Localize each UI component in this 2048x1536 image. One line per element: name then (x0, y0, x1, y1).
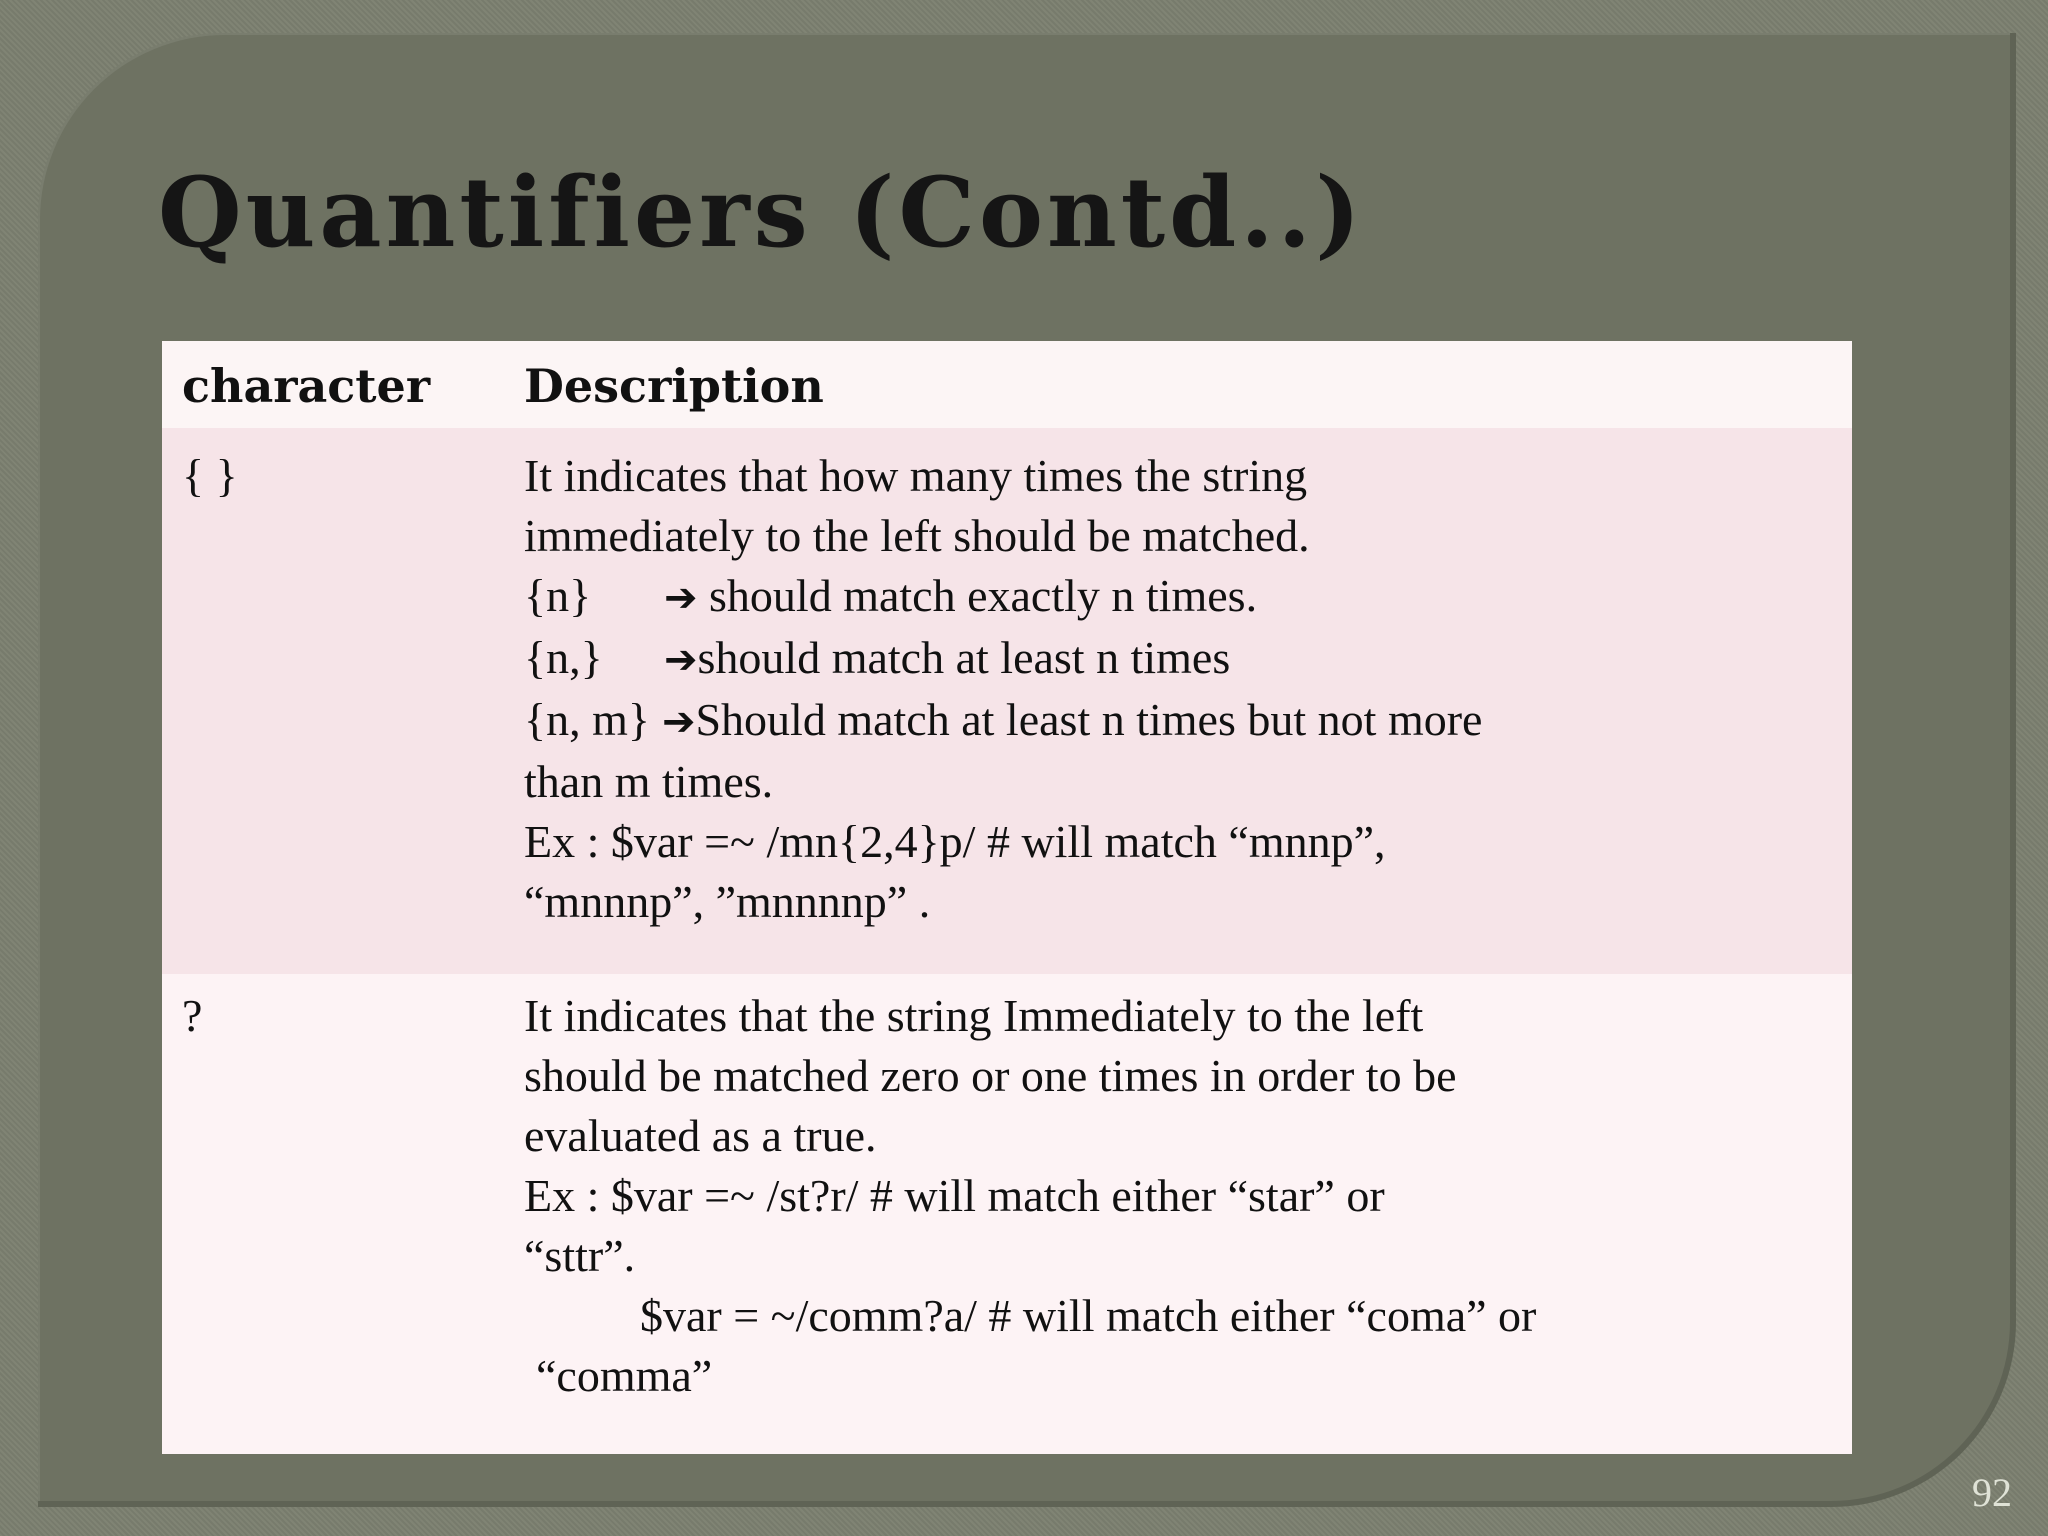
description-line (524, 690, 1834, 752)
quantifier-syntax: {n,} (524, 632, 603, 683)
example-line: “mnnnp”, ”mnnnnp” . (524, 876, 931, 927)
row-character: { } (182, 450, 238, 501)
description-line: than m times. (524, 756, 774, 807)
row-character: ? (182, 990, 203, 1041)
example-line: $var = ~/comm?a/ # will match either “coma” or (640, 1290, 1537, 1341)
arrow-right-icon: ➔ (664, 575, 698, 621)
slide-title: Quantifiers (Contd..) (158, 156, 1365, 269)
table-row (162, 428, 1852, 974)
quantifier-meaning: should match exactly n times. (697, 570, 1258, 621)
quantifier-table (162, 341, 1852, 1454)
example-line: “sttr”. (524, 1230, 636, 1281)
description-line: immediately to the left should be matched. (524, 510, 1310, 561)
description-line: It indicates that how many times the string (524, 450, 1308, 501)
quantifier-meaning: Should match at least n times but not more (695, 694, 1483, 745)
header-description: Description (524, 359, 824, 413)
quantifier-meaning: should match at least n times (697, 632, 1231, 683)
example-line: “comma” (536, 1350, 713, 1401)
page-number: 92 (1972, 1470, 2012, 1515)
row-description (524, 446, 1834, 932)
quantifier-syntax: {n, m} (524, 694, 650, 745)
example-line: Ex : $var =~ /mn{2,4}p/ # will match “mnnp”, (524, 816, 1386, 867)
header-character: character (182, 359, 431, 413)
description-line: should be matched zero or one times in order to be (524, 1050, 1457, 1101)
arrow-right-icon: ➔ (661, 699, 696, 745)
table-header-row (162, 341, 1852, 428)
quantifier-syntax: {n} (524, 570, 592, 621)
description-line: It indicates that the string Immediately to the left (524, 990, 1424, 1041)
row-description (524, 986, 1834, 1406)
description-line (524, 566, 1834, 628)
example-line: Ex : $var =~ /st?r/ # will match either “star” or (524, 1170, 1385, 1221)
description-line: evaluated as a true. (524, 1110, 877, 1161)
table-row (162, 974, 1852, 1454)
description-line (524, 628, 1834, 690)
arrow-right-icon: ➔ (664, 637, 698, 683)
